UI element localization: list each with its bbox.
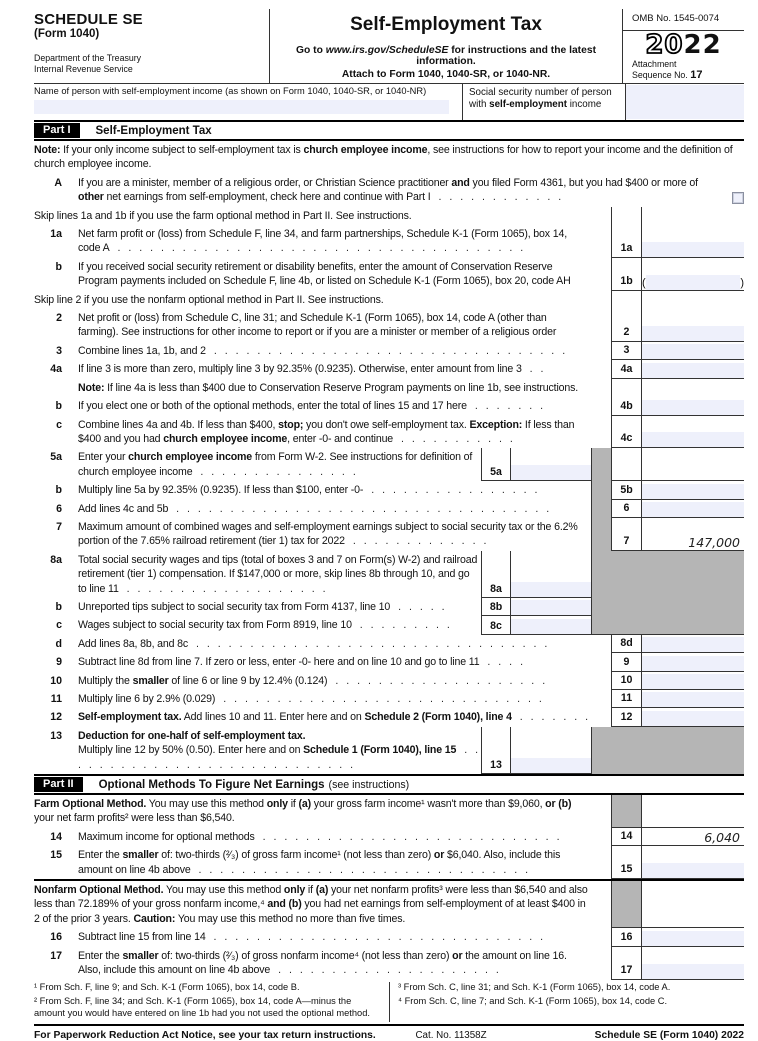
shaded-area	[591, 551, 744, 598]
line-label-1a: 1a	[50, 228, 62, 241]
inner-line-number-8a: 8a	[481, 551, 511, 597]
part1-bar	[34, 120, 744, 141]
shade-strip	[591, 258, 611, 291]
dot-leader: . . . . . . . . . . . . . . .	[192, 465, 356, 478]
inner-line-number-8b: 8b	[481, 598, 511, 615]
line-label-8c: c	[56, 619, 62, 632]
line-label-1b: b	[55, 260, 62, 273]
form-line-6	[34, 500, 744, 518]
name-cell	[34, 84, 462, 120]
form-line-12	[34, 708, 744, 726]
shade-strip	[591, 690, 611, 708]
amount-field-16[interactable]	[642, 931, 744, 946]
line-text-7: Maximum amount of combined wages and self-employment earnings subject to social security tax or the 6.2% portion of the 7.65% railroad retirement (tier 1) tax for 2022 . . . . . . . . . . . . .	[78, 520, 581, 548]
dot-leader: . . . . . . . . . . . . . . . . . . . . .	[270, 964, 499, 977]
form-line-nonfarm-method	[34, 879, 744, 928]
line-text-note: Note: If your only income subject to self-employment tax is church employee income, see instructions for how to report your income and the definition of church employee income.	[34, 144, 736, 171]
line-number-skip-1a-1b	[611, 207, 642, 225]
line-label-11: 11	[50, 693, 62, 705]
line-text-note-4a: Note: If line 4a is less than $400 due to Conservation Reserve Program payments on line 1b, see instructions.	[78, 381, 579, 394]
form-line-skip-1a-1b	[34, 207, 744, 225]
line-number-9: 9	[611, 653, 642, 671]
line-number-4b: 4b	[611, 397, 642, 415]
header-right	[622, 9, 744, 83]
header-center	[270, 9, 622, 83]
line-number-note-4a	[611, 379, 642, 397]
form-id-footer: Schedule SE (Form 1040) 2022	[594, 1030, 744, 1041]
line-text-3: Combine lines 1a, 1b, and 2 . . . . . . . . . . . . . . . . . . . . . . . . . . . . . . . . .	[78, 344, 566, 357]
amount-cell-3	[642, 342, 744, 360]
amount-field-4b[interactable]	[642, 400, 744, 415]
name-ssn-row	[34, 84, 744, 120]
form-line-17	[34, 947, 744, 980]
amount-cell-12	[642, 708, 744, 726]
line-text-farm-method: Farm Optional Method. You may use this method only if (a) your gross farm income¹ wasn't more than $9,060, or (b) your net farm profits² were less than $6,540.	[34, 798, 575, 825]
amount-field-2[interactable]	[642, 326, 744, 341]
dot-leader: . . . .	[479, 656, 524, 669]
shade-strip	[591, 672, 611, 690]
attach-line: Attach to Form 1040, 1040-SR, or 1040-NR.	[341, 69, 551, 80]
amount-cell-farm-method	[642, 795, 744, 828]
footnote-3: ³ From Sch. C, line 31; and Sch. K-1 (Form 1065), box 14, code A.	[398, 981, 671, 992]
dot-leader: . . . . . . . . . . . . . . . . . . . . . . . . . . . . . . . . . . .	[168, 502, 550, 515]
schedule-name: SCHEDULE SE	[34, 11, 143, 28]
amount-cell-14	[642, 828, 744, 846]
line-A-checkbox[interactable]	[732, 192, 744, 204]
line-number-12: 12	[611, 708, 642, 726]
inner-line-number-13: 13	[481, 727, 511, 773]
line-label-13: 13	[50, 729, 62, 742]
goto-instructions-line: Go to www.irs.gov/ScheduleSE for instructions and the latest information.	[295, 45, 596, 67]
line-text-nonfarm-method: Nonfarm Optional Method. You may use this method only if (a) your net nonfarm profits³ were less than $6,540 and also less than 72.189% of your gross nonfarm income,⁴ and (b) you had net earnings from self-employment of at least $400 in 2 of the prior 3 years. Caution: You may use this method no more than five times.	[34, 884, 591, 925]
line-text-16: Subtract line 15 from line 14 . . . . . . . . . . . . . . . . . . . . . . . . . . . . . . .	[78, 931, 544, 944]
part2-label: Part II	[34, 777, 83, 792]
amount-field-8c[interactable]	[511, 619, 591, 634]
amount-field-4a[interactable]	[642, 363, 744, 378]
line-text-2: Net profit or (loss) from Schedule C, line 31; and Schedule K-1 (Form 1065), box 14, code A (other than farming). See instructions for other income to report or if you are a minister or member of a religious order	[78, 312, 557, 339]
ssn-label: Social security number of person with self-employment income	[462, 84, 626, 120]
line-label-14: 14	[50, 830, 62, 843]
amount-cell-17	[642, 947, 744, 980]
line-label-4c: c	[56, 418, 62, 431]
amount-cell-4c	[642, 416, 744, 449]
line-text-skip-1a-1b: Skip lines 1a and 1b if you use the farm optional method in Part II. See instructions.	[34, 209, 412, 222]
shaded-area	[591, 598, 744, 616]
form-line-4b	[34, 397, 744, 415]
form-line-8b	[34, 598, 744, 616]
line-label-12: 12	[50, 711, 62, 724]
shaded-area	[591, 616, 744, 634]
form-header	[34, 9, 744, 84]
line-text-A: If you are a minister, member of a religious order, or Christian Science practitioner and you filed Form 4361, but you had $400 or more of other net earnings from self-employment, check here and continue with Part I . . . . . . . . . . . .	[78, 176, 701, 204]
amount-cell-8d	[642, 635, 744, 653]
inner-box-8c	[481, 616, 591, 634]
part1-title: Self-Employment Tax	[95, 124, 212, 137]
footnote-1: ¹ From Sch. F, line 9; and Sch. K-1 (Form 1065), box 14, code B.	[34, 981, 300, 992]
name-label: Name of person with self-employment income (as shown on Form 1040, 1040-SR, or 1040-NR)	[34, 86, 427, 96]
line-text-8d: Add lines 8a, 8b, and 8c . . . . . . . . . . . . . . . . . . . . . . . . . . . . . . . . .	[78, 637, 548, 650]
dot-leader: . . . . . . . . . . . . . . . . . . . . . . . . . . . . . . .	[205, 931, 544, 944]
amount-field-4c[interactable]	[642, 432, 744, 447]
shade-strip	[591, 481, 611, 499]
amount-cell-skip-2	[642, 291, 744, 309]
form-line-3	[34, 342, 744, 360]
line-label-15: 15	[50, 849, 62, 862]
line-text-17: Enter the smaller of: two-thirds (²⁄₃) of gross nonfarm income⁴ (not less than zero) or the amount on line 16. Also, include this amount on line 4b above . . . . . . . . . . . . . . . . . . . . .	[78, 949, 569, 977]
paren-open: (	[642, 276, 646, 289]
line-label-8b: b	[55, 600, 62, 613]
amount-field-12[interactable]	[642, 711, 744, 726]
amount-cell-2	[642, 309, 744, 342]
amount-cell-5a	[642, 448, 744, 481]
agency-lines	[34, 53, 261, 74]
attachment-label: Attachment	[632, 59, 677, 69]
inner-box-8a	[481, 551, 591, 598]
shade-strip	[591, 518, 611, 551]
header-left	[34, 9, 270, 83]
form-line-8d	[34, 635, 744, 653]
form-title: Self-Employment Tax	[350, 14, 542, 35]
page-footer	[34, 1024, 744, 1041]
line-text-skip-2: Skip line 2 if you use the nonfarm optional method in Part II. See instructions.	[34, 293, 384, 306]
amount-cell-1a	[642, 225, 744, 258]
form-line-A	[34, 174, 744, 207]
line-label-3: 3	[56, 344, 62, 357]
dot-leader: . . . . . . . . . . .	[393, 432, 513, 445]
footnotes-right	[389, 982, 744, 1023]
form-line-16	[34, 928, 744, 946]
amount-field-3[interactable]	[642, 344, 744, 359]
shade-strip	[591, 360, 611, 378]
amount-field-9[interactable]	[642, 656, 744, 671]
irs-line: Internal Revenue Service	[34, 63, 133, 74]
line-number-15: 15	[611, 846, 642, 879]
dot-leader: . . . . . . .	[511, 711, 589, 724]
form-line-10	[34, 672, 744, 690]
inner-line-number-8c: 8c	[481, 616, 511, 633]
dept-line: Department of the Treasury	[34, 53, 142, 63]
shade-strip	[591, 795, 611, 828]
shade-strip	[591, 416, 611, 449]
line-number-farm-method	[611, 795, 642, 828]
form-line-note-4a	[34, 379, 744, 397]
form-number: (Form 1040)	[34, 28, 100, 40]
line-label-17: 17	[50, 949, 62, 962]
line-label-5b: b	[55, 484, 62, 497]
paren-close: )	[740, 276, 744, 289]
line-label-A: A	[54, 176, 62, 189]
line-number-1b: 1b	[611, 258, 642, 291]
amount-cell-note-4a	[642, 379, 744, 397]
line-number-5a	[611, 448, 642, 481]
shade-strip	[591, 207, 611, 225]
part2-bar	[34, 774, 744, 795]
line-text-12: Self-employment tax. Add lines 10 and 11. Enter here and on Schedule 2 (Form 1040), line 4 . . . . . . .	[78, 711, 589, 724]
form-line-11	[34, 690, 744, 708]
inner-box-13	[481, 727, 591, 774]
amount-field-8b[interactable]	[511, 600, 591, 615]
line-text-8b: Unreported tips subject to social security tax from Form 4137, line 10 . . . . .	[78, 600, 445, 613]
dot-leader: . . . . . . . . . . . . . . . .	[363, 484, 538, 497]
line-number-11: 11	[611, 690, 642, 708]
inner-box-8b	[481, 598, 591, 616]
dot-leader: . . . . . . . . . . . . . . . . . . . . . . . . . . . . . . . . .	[188, 637, 548, 650]
line-label-4b: b	[55, 400, 62, 413]
line-number-4a: 4a	[611, 360, 642, 378]
amount-cell-4b	[642, 397, 744, 415]
tax-year	[623, 30, 744, 60]
line-number-16: 16	[611, 928, 642, 946]
line-label-16: 16	[50, 931, 62, 944]
amount-field-8a[interactable]	[511, 582, 591, 597]
form-line-4a	[34, 360, 744, 378]
amount-field-6[interactable]	[642, 502, 744, 517]
form-line-note	[34, 141, 744, 174]
line-number-nonfarm-method	[611, 881, 642, 928]
amount-cell-9	[642, 653, 744, 671]
ssn-input[interactable]	[626, 85, 744, 119]
form-line-8a	[34, 551, 744, 598]
shade-strip	[591, 397, 611, 415]
form-line-8c	[34, 616, 744, 634]
amount-value-7: 147,000	[688, 534, 740, 550]
name-input[interactable]	[34, 100, 449, 114]
line-text-11: Multiply line 6 by 2.9% (0.029) . . . . . . . . . . . . . . . . . . . . . . . . . . . . . .	[78, 693, 542, 705]
part2-title-suffix: (see instructions)	[328, 778, 410, 791]
form-line-13	[34, 727, 744, 774]
catalog-number: Cat. No. 11358Z	[415, 1030, 487, 1041]
line-number-skip-2	[611, 291, 642, 309]
footnote-2: ² From Sch. F, line 34; and Sch. K-1 (Form 1065), box 14, code A—minus the amount you would have entered on line 1b had you not used the optional method.	[34, 996, 370, 1018]
shade-strip	[591, 881, 611, 928]
amount-field-5a[interactable]	[511, 465, 591, 480]
line-text-8c: Wages subject to social security tax from Form 8919, line 10 . . . . . . . . .	[78, 619, 450, 632]
footnotes-left	[34, 982, 389, 1023]
part1-body	[34, 141, 744, 774]
shade-strip	[591, 828, 611, 846]
line-text-15: Enter the smaller of: two-thirds (²⁄₃) of gross farm income¹ (not less than zero) or $6,040. Also, include this amount on line 4b above . . . . . . . . . . . . . . . . . . . . . . . . . . . . . . .	[78, 849, 564, 876]
form-line-5a	[34, 448, 744, 481]
shade-strip	[591, 379, 611, 397]
amount-field-17[interactable]	[642, 964, 744, 979]
dot-leader: . . . . .	[390, 600, 445, 613]
amount-field-10[interactable]	[642, 674, 744, 689]
line-number-6: 6	[611, 500, 642, 518]
line-text-10: Multiply the smaller of line 6 or line 9 by 12.4% (0.124) . . . . . . . . . . . . . . . . . . . .	[78, 674, 546, 687]
part2-body	[34, 795, 744, 979]
line-label-8a: 8a	[50, 553, 62, 566]
line-label-4a: 4a	[50, 363, 62, 376]
line-number-5b: 5b	[611, 481, 642, 499]
dot-leader: . . . . . . . . . . . . . . . . . . . . . . . . . . . . . . .	[190, 863, 529, 876]
line-number-4c: 4c	[611, 416, 642, 449]
shade-strip	[591, 342, 611, 360]
dot-leader: . .	[521, 363, 544, 376]
line-label-7: 7	[56, 520, 62, 533]
form-line-1a	[34, 225, 744, 258]
amount-cell-4a	[642, 360, 744, 378]
footnotes	[34, 982, 744, 1023]
amount-field-15[interactable]	[642, 863, 744, 878]
line-label-note-4a	[34, 379, 78, 397]
shade-strip	[591, 448, 611, 481]
line-text-13: Deduction for one-half of self-employment tax. Multiply line 12 by 50% (0.50). Enter here and on Schedule 1 (Form 1040), line 15 . . . . . . . . . . . . . . . . . . . . . . . . . . . .	[78, 729, 486, 771]
line-text-5a: Enter your church employee income from Form W-2. See instructions for definition of church employee income . . . . . . . . . . . . . . .	[78, 451, 475, 478]
form-line-15	[34, 846, 744, 879]
form-line-farm-method	[34, 795, 744, 828]
line-number-2: 2	[611, 309, 642, 342]
line-text-1a: Net farm profit or (loss) from Schedule F, line 34, and farm partnerships, Schedule K-1 (Form 1065), box 14, code A . . . . . . . . . . . . . . . . . . . . . . . . . . . . . . . . . . . . . .	[78, 228, 570, 255]
sequence-number: Sequence No. 17	[632, 69, 703, 81]
amount-field-13[interactable]	[511, 758, 591, 773]
dot-leader: . . . . . . . . . . . .	[430, 191, 562, 204]
amount-cell-1b	[642, 258, 744, 291]
amount-cell-10	[642, 672, 744, 690]
form-line-2	[34, 309, 744, 342]
shade-strip	[591, 635, 611, 653]
shade-strip	[591, 708, 611, 726]
form-line-14	[34, 828, 744, 846]
amount-cell-skip-1a-1b	[642, 207, 744, 225]
amount-cell-nonfarm-method	[642, 881, 744, 928]
inner-box-5a	[481, 448, 591, 481]
line-label-9: 9	[56, 656, 62, 669]
footnote-4: ⁴ From Sch. C, line 7; and Sch. K-1 (Form 1065), box 14, code C.	[398, 996, 668, 1006]
line-text-4a: If line 3 is more than zero, multiply line 3 by 92.35% (0.9235). Otherwise, enter amount from line 3 . .	[78, 363, 544, 376]
shade-strip	[591, 928, 611, 946]
dot-leader: . . . . . . .	[466, 400, 544, 413]
amount-field-8d[interactable]	[642, 637, 744, 652]
line-number-17: 17	[611, 947, 642, 980]
shade-strip	[591, 309, 611, 342]
dot-leader: . . . . . . . . . . . . . . . . . . . . . . . . . . . . . .	[215, 693, 542, 705]
line-label-8d: d	[55, 637, 62, 650]
shade-strip	[591, 653, 611, 671]
form-line-skip-2	[34, 291, 744, 309]
amount-cell-15	[642, 846, 744, 879]
line-text-5b: Multiply line 5a by 92.35% (0.9235). If less than $100, enter -0- . . . . . . . . . . . . . . . .	[78, 484, 538, 497]
shade-strip	[591, 225, 611, 258]
line-label-10: 10	[50, 674, 62, 687]
line-number-8d: 8d	[611, 635, 642, 653]
line-label-2: 2	[56, 312, 62, 325]
amount-cell-11	[642, 690, 744, 708]
amount-cell-7	[642, 518, 744, 551]
line-text-6: Add lines 4c and 5b . . . . . . . . . . . . . . . . . . . . . . . . . . . . . . . . . . .	[78, 502, 550, 515]
amount-field-11[interactable]	[642, 692, 744, 707]
line-text-4c: Combine lines 4a and 4b. If less than $400, stop; you don't owe self-employment tax. Exception: If less than $400 and you had church employee income, enter -0- and continue . . . . . . . . . . .	[78, 418, 578, 445]
dot-leader: . . . . . . . . . . . . . . . . . . . . . . . . . . . .	[254, 830, 560, 843]
shade-strip	[591, 291, 611, 309]
part1-label: Part I	[34, 123, 80, 138]
year-solid-digits: 22	[683, 30, 722, 60]
line-label-5a: 5a	[50, 451, 62, 464]
omb-number: OMB No. 1545-0074	[623, 9, 744, 31]
line-number-3: 3	[611, 342, 642, 360]
dot-leader: . . . . . . . . .	[351, 619, 450, 632]
shade-strip	[591, 846, 611, 879]
line-text-14: Maximum income for optional methods . . . . . . . . . . . . . . . . . . . . . . . . . . . .	[78, 830, 560, 843]
dot-leader: . . . . . . . . . . . . . . . . . . .	[118, 582, 326, 595]
line-label-6: 6	[56, 502, 62, 515]
form-line-5b	[34, 481, 744, 499]
form-line-4c	[34, 416, 744, 449]
line-text-8a: Total social security wages and tips (total of boxes 3 and 7 on Form(s) W-2) and railroad retirement (tier 1) compensation. If $147,000 or more, skip lines 8b through 10, and go to line 11 . . . . . . . . . . . . . . . . . . .	[78, 553, 481, 595]
amount-value-14: 6,040	[704, 830, 740, 846]
form-line-9	[34, 653, 744, 671]
shade-strip	[591, 947, 611, 980]
amount-field-1b[interactable]	[646, 275, 741, 290]
amount-cell-16	[642, 928, 744, 946]
form-line-7	[34, 518, 744, 551]
amount-field-5b[interactable]	[642, 484, 744, 499]
line-number-14: 14	[611, 828, 642, 846]
dot-leader: . . . . . . . . . . . . . . . . . . . . . . . . . . . . . . . . .	[205, 344, 566, 357]
amount-cell-5b	[642, 481, 744, 499]
line-number-1a: 1a	[611, 225, 642, 258]
line-number-10: 10	[611, 672, 642, 690]
year-outline-digits: 20	[645, 30, 684, 60]
line-text-9: Subtract line 8d from line 7. If zero or less, enter -0- here and on line 10 and go to line 11 . . . .	[78, 656, 524, 669]
line-number-7: 7	[611, 518, 642, 551]
inner-line-number-5a: 5a	[481, 448, 511, 480]
line-text-4b: If you elect one or both of the optional methods, enter the total of lines 15 and 17 here . . . . . . .	[78, 400, 544, 413]
amount-cell-6	[642, 500, 744, 518]
shade-strip	[591, 500, 611, 518]
form-line-1b	[34, 258, 744, 291]
shaded-area	[591, 727, 744, 774]
dot-leader: . . . . . . . . . . . . .	[344, 535, 487, 548]
dot-leader: . . . . . . . . . . . . . . . . . . . . . . . . . . . .	[78, 744, 486, 771]
dot-leader: . . . . . . . . . . . . . . . . . . . .	[327, 674, 546, 687]
part2-title: Optional Methods To Figure Net Earnings	[98, 778, 325, 791]
amount-field-1a[interactable]	[642, 242, 744, 257]
line-text-1b: If you received social security retirement or disability benefits, enter the amount of Conservation Reserve Program payments included on Schedule F, line 4b, or listed on Schedule K-1 (Form 1065), box 20, code AH	[78, 260, 571, 288]
dot-leader: . . . . . . . . . . . . . . . . . . . . . . . . . . . . . . . . . . . . . .	[109, 242, 524, 255]
paperwork-notice: For Paperwork Reduction Act Notice, see your tax return instructions.	[34, 1030, 376, 1041]
